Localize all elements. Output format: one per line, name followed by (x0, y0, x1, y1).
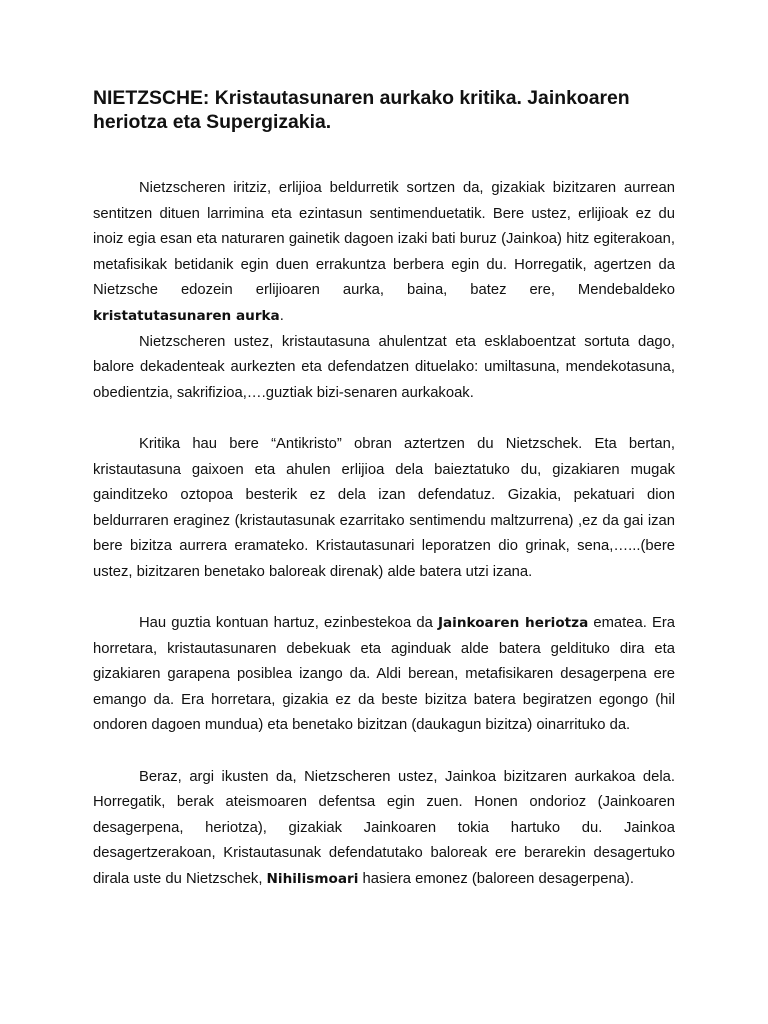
paragraph-text: Beraz, argi ikusten da, Nietzscheren ustez, Jainkoa bizitzaren aurkakoa dela. Horregatik, berak ateismoaren defentsa egin zuen. Honen ondorioz (Jainkoaren desagerpena, heriotza), gizakiak Jainkoaren tokia hartuko du. Jainkoa desagertzerakoan, Kristautasunak defendatutako baloreak ere berarekin desagertuko dirala uste du Nietzschek, (93, 768, 675, 888)
paragraph-text: Nietzscheren iritziz, erlijioa beldurretik sortzen da, gizakiak bizitzaren aurrean sentitzen dituen larrimina eta ezintasun sentimenduetatik. Bere ustez, erlijioak ez du inoiz egia esan eta naturaren gainetik dagoen izaki bati buruz (Jainkoa) hitz egiterakoan, metafisikak betidanik egin duen errakuntza berbera egin du. Horregatik, agertzen da Nietzsche edozein erlijioaren aurka, baina, batez ere, Mendebaldeko (93, 180, 675, 299)
body-paragraph (93, 330, 675, 407)
body-paragraph (93, 176, 675, 330)
document-page (93, 86, 675, 893)
emphasized-term: Nihilismoari (266, 871, 359, 888)
paragraph-text: Hau guztia kontuan hartuz, ezinbestekoa da (139, 615, 438, 632)
document-title: NIETZSCHE: Kristautasunaren aurkako kritika. Jainkoaren heriotza eta Supergizakia. (93, 87, 630, 133)
paragraph-text: Kritika hau bere “Antikristo” obran aztertzen du Nietzschek. Eta bertan, kristautasuna gaixoen eta ahulen erlijioa dela baieztatuko du, gizakiaren mugak gainditzeko oztopoa besterik ez dela izan defendatuz. Gizakia, pekatuari dion beldurraren eraginez (kristautasunak ezarritako sentimendu maltzurrena) ,ez da gai izan bere bizitza aurrera eramateko. Kristautasunari leporatzen dio grinak, sena,…...(bere ustez, bizitzaren benetako baloreak direnak) alde batera utzi izana. (93, 435, 675, 580)
paragraph-text: . (279, 307, 284, 324)
paragraph-text: Nietzscheren ustez, kristautasuna ahulentzat eta esklaboentzat sortuta dago, balore dekadenteak aurkezten eta defendatzen dituelako: umiltasuna, mendekotasuna, obedientzia, sakrifizioa,….guztiak bizi-senaren aurkakoak. (93, 333, 675, 401)
paragraph-text: hasiera emonez (baloreen desagerpena). (358, 871, 634, 888)
document-body (93, 176, 675, 893)
body-paragraph (93, 611, 675, 739)
emphasized-term: Jainkoaren heriotza (437, 615, 589, 632)
emphasized-term: kristatutasunaren aurka (93, 307, 280, 324)
paragraph-text: ematea. Era horretara, kristautasunaren debekuak eta aginduak alde batera geldituko dira eta gizakiaren garapena posiblea izango da. Aldi berean, metafisikaren desagerpena ere emango da. Era horretara, gizakia ez da beste bizitza batera begiratzen egongo (hil ondoren dagoen mundua) eta benetako bizitzan (daukagun bizitza) oinarrituko da. (93, 615, 675, 734)
body-paragraph (93, 765, 675, 893)
body-paragraph (93, 432, 675, 586)
